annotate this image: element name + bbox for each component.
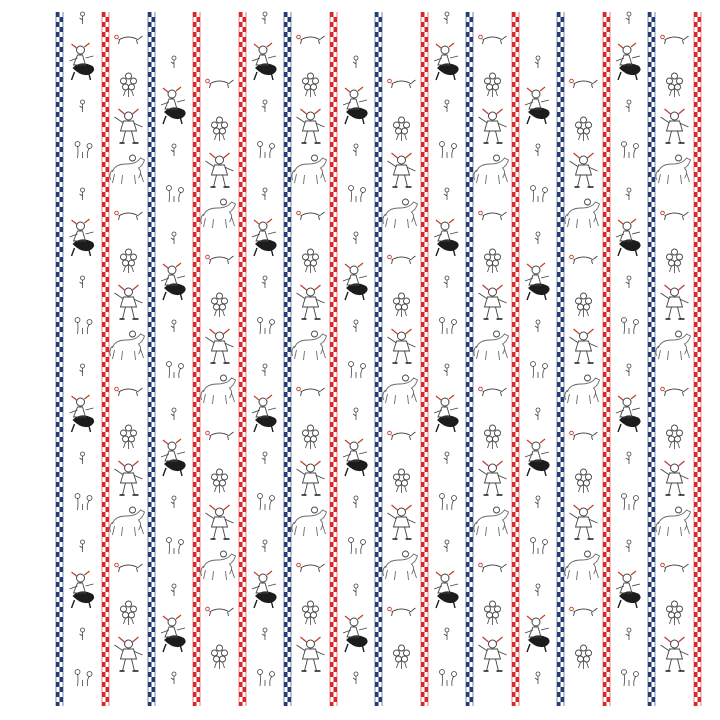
small-flower: [80, 100, 85, 112]
horse-motif: [383, 375, 418, 404]
horse-motif: [201, 199, 236, 228]
checker-stripe: [648, 12, 655, 706]
girl-on-horse: [70, 395, 95, 432]
dog-motif: [115, 211, 143, 220]
small-flower: [171, 408, 176, 420]
small-flower: [262, 628, 267, 640]
flower-bouquet: [121, 601, 137, 625]
horse-motif: [292, 331, 327, 360]
dog-motif: [479, 211, 507, 220]
small-flower: [444, 188, 449, 200]
dog-motif: [297, 387, 325, 396]
flowers-motif: [440, 142, 457, 159]
girl-standing: [115, 109, 143, 143]
flower-bouquet: [303, 73, 319, 97]
horse-motif: [565, 551, 600, 580]
small-flower: [80, 364, 85, 376]
horse-motif: [565, 375, 600, 404]
checker-stripe: [193, 12, 200, 706]
flowers-motif: [440, 494, 457, 511]
girl-standing: [115, 637, 143, 671]
girl-standing: [570, 153, 598, 187]
small-flower: [171, 584, 176, 596]
girl-standing: [570, 505, 598, 539]
flowers-motif: [440, 318, 457, 335]
dog-motif: [388, 79, 416, 88]
flower-bouquet: [212, 293, 228, 317]
flowers-motif: [440, 670, 457, 687]
small-flower: [626, 628, 631, 640]
girl-on-horse: [616, 219, 641, 256]
small-flower: [444, 364, 449, 376]
horse-motif: [565, 199, 600, 228]
flower-bouquet: [212, 117, 228, 141]
girl-on-horse: [252, 571, 277, 608]
dog-motif: [388, 607, 416, 616]
flowers-motif: [75, 670, 92, 687]
checker-stripe: [284, 12, 291, 706]
small-flower: [262, 276, 267, 288]
small-flower: [353, 496, 358, 508]
small-flower: [626, 12, 631, 24]
girl-standing: [479, 109, 507, 143]
girl-standing: [479, 461, 507, 495]
girl-on-horse: [434, 219, 459, 256]
flower-bouquet: [212, 645, 228, 669]
dog-motif: [388, 431, 416, 440]
dog-motif: [206, 607, 234, 616]
girl-standing: [479, 637, 507, 671]
flower-bouquet: [576, 469, 592, 493]
girl-on-horse: [161, 263, 186, 300]
small-flower: [444, 628, 449, 640]
flower-bouquet: [121, 73, 137, 97]
dog-motif: [661, 35, 689, 44]
flower-bouquet: [576, 645, 592, 669]
flower-bouquet: [485, 601, 501, 625]
flower-bouquet: [485, 249, 501, 273]
girl-on-horse: [252, 219, 277, 256]
girl-standing: [206, 153, 234, 187]
small-flower: [626, 100, 631, 112]
girl-standing: [206, 505, 234, 539]
girl-on-horse: [161, 615, 186, 652]
girl-on-horse: [616, 395, 641, 432]
flowers-motif: [167, 186, 184, 203]
dog-motif: [661, 211, 689, 220]
girl-on-horse: [434, 395, 459, 432]
small-flower: [171, 320, 176, 332]
checker-stripe: [330, 12, 337, 706]
girl-on-horse: [70, 43, 95, 80]
dog-motif: [115, 35, 143, 44]
horse-motif: [474, 507, 509, 536]
small-flower: [353, 144, 358, 156]
girl-standing: [115, 461, 143, 495]
dog-motif: [661, 387, 689, 396]
small-flower: [535, 672, 540, 684]
flower-bouquet: [303, 425, 319, 449]
small-flower: [444, 540, 449, 552]
small-flower: [80, 276, 85, 288]
girl-on-horse: [434, 571, 459, 608]
girl-standing: [388, 153, 416, 187]
small-flower: [80, 12, 85, 24]
small-flower: [444, 100, 449, 112]
small-flower: [80, 188, 85, 200]
small-flower: [535, 408, 540, 420]
dog-motif: [297, 211, 325, 220]
small-flower: [262, 540, 267, 552]
horse-motif: [474, 155, 509, 184]
girl-on-horse: [161, 439, 186, 476]
small-flower: [444, 276, 449, 288]
girl-standing: [570, 329, 598, 363]
flowers-motif: [622, 670, 639, 687]
dog-motif: [297, 563, 325, 572]
horse-motif: [110, 331, 145, 360]
flowers-motif: [349, 186, 366, 203]
small-flower: [353, 232, 358, 244]
girl-standing: [479, 285, 507, 319]
flowers-motif: [349, 362, 366, 379]
flower-bouquet: [303, 601, 319, 625]
checker-stripe: [694, 12, 701, 706]
flower-bouquet: [212, 469, 228, 493]
girl-on-horse: [525, 439, 550, 476]
dog-motif: [206, 431, 234, 440]
flowers-motif: [167, 538, 184, 555]
small-flower: [80, 628, 85, 640]
girl-standing: [297, 285, 325, 319]
flowers-motif: [75, 494, 92, 511]
checker-stripe: [512, 12, 519, 706]
flowers-motif: [258, 318, 275, 335]
horse-motif: [383, 199, 418, 228]
girl-standing: [388, 329, 416, 363]
small-flower: [444, 12, 449, 24]
horse-motif: [292, 507, 327, 536]
small-flower: [535, 144, 540, 156]
dog-motif: [570, 255, 598, 264]
flower-bouquet: [394, 645, 410, 669]
flowers-motif: [75, 142, 92, 159]
dog-motif: [297, 35, 325, 44]
flower-bouquet: [576, 117, 592, 141]
girl-standing: [206, 329, 234, 363]
flower-bouquet: [576, 293, 592, 317]
horse-motif: [656, 507, 691, 536]
flowers-motif: [622, 494, 639, 511]
dog-motif: [206, 255, 234, 264]
flower-bouquet: [667, 425, 683, 449]
small-flower: [353, 408, 358, 420]
small-flower: [171, 232, 176, 244]
girl-on-horse: [343, 87, 368, 124]
girl-standing: [297, 637, 325, 671]
dog-motif: [570, 607, 598, 616]
small-flower: [262, 12, 267, 24]
girl-standing: [661, 109, 689, 143]
small-flower: [171, 56, 176, 68]
flowers-motif: [75, 318, 92, 335]
girl-on-horse: [343, 439, 368, 476]
flowers-motif: [622, 142, 639, 159]
girl-on-horse: [252, 395, 277, 432]
dog-motif: [115, 563, 143, 572]
girl-on-horse: [343, 615, 368, 652]
small-flower: [535, 320, 540, 332]
girl-standing: [297, 461, 325, 495]
girl-on-horse: [252, 43, 277, 80]
dog-motif: [570, 79, 598, 88]
dog-motif: [479, 387, 507, 396]
dog-motif: [570, 431, 598, 440]
girl-standing: [661, 285, 689, 319]
dog-motif: [479, 35, 507, 44]
small-flower: [353, 320, 358, 332]
dog-motif: [388, 255, 416, 264]
horse-motif: [110, 155, 145, 184]
flowers-motif: [258, 142, 275, 159]
horse-motif: [201, 551, 236, 580]
girl-on-horse: [525, 87, 550, 124]
dog-motif: [479, 563, 507, 572]
small-flower: [626, 364, 631, 376]
small-flower: [171, 672, 176, 684]
checker-stripe: [148, 12, 155, 706]
flower-bouquet: [667, 73, 683, 97]
girl-standing: [661, 637, 689, 671]
checker-stripe: [375, 12, 382, 706]
girl-standing: [115, 285, 143, 319]
small-flower: [535, 584, 540, 596]
small-flower: [262, 100, 267, 112]
girl-on-horse: [70, 219, 95, 256]
small-flower: [262, 364, 267, 376]
checker-stripe: [239, 12, 246, 706]
small-flower: [353, 56, 358, 68]
small-flower: [353, 672, 358, 684]
small-flower: [626, 188, 631, 200]
dog-motif: [206, 79, 234, 88]
girl-standing: [297, 109, 325, 143]
girl-standing: [661, 461, 689, 495]
checker-stripe: [56, 12, 63, 706]
small-flower: [535, 496, 540, 508]
flower-bouquet: [394, 293, 410, 317]
horse-motif: [292, 155, 327, 184]
girl-on-horse: [343, 263, 368, 300]
flowers-motif: [531, 538, 548, 555]
girl-on-horse: [161, 87, 186, 124]
small-flower: [626, 452, 631, 464]
flower-bouquet: [667, 249, 683, 273]
dog-motif: [115, 387, 143, 396]
flowers-motif: [167, 362, 184, 379]
small-flower: [80, 540, 85, 552]
horse-motif: [474, 331, 509, 360]
flower-bouquet: [485, 425, 501, 449]
small-flower: [535, 56, 540, 68]
flower-bouquet: [303, 249, 319, 273]
small-flower: [171, 144, 176, 156]
horse-motif: [383, 551, 418, 580]
girl-standing: [388, 505, 416, 539]
dog-motif: [661, 563, 689, 572]
checker-stripe: [421, 12, 428, 706]
horse-motif: [110, 507, 145, 536]
girl-on-horse: [616, 571, 641, 608]
small-flower: [626, 540, 631, 552]
flower-bouquet: [121, 249, 137, 273]
flower-bouquet: [394, 117, 410, 141]
flowers-motif: [531, 362, 548, 379]
checker-stripe: [603, 12, 610, 706]
flower-bouquet: [394, 469, 410, 493]
checker-stripe: [557, 12, 564, 706]
horse-motif: [656, 331, 691, 360]
flowers-motif: [531, 186, 548, 203]
small-flower: [444, 452, 449, 464]
horse-motif: [201, 375, 236, 404]
girl-on-horse: [525, 263, 550, 300]
checker-stripe: [466, 12, 473, 706]
flower-bouquet: [667, 601, 683, 625]
flowers-motif: [258, 670, 275, 687]
girl-on-horse: [616, 43, 641, 80]
small-flower: [626, 276, 631, 288]
small-flower: [262, 188, 267, 200]
horse-motif: [656, 155, 691, 184]
girl-on-horse: [525, 615, 550, 652]
flower-bouquet: [485, 73, 501, 97]
flowers-motif: [349, 538, 366, 555]
checker-stripe: [102, 12, 109, 706]
girl-on-horse: [70, 571, 95, 608]
flower-bouquet: [121, 425, 137, 449]
flowers-motif: [622, 318, 639, 335]
small-flower: [535, 232, 540, 244]
small-flower: [262, 452, 267, 464]
small-flower: [353, 584, 358, 596]
small-flower: [80, 452, 85, 464]
flowers-motif: [258, 494, 275, 511]
small-flower: [171, 496, 176, 508]
girl-on-horse: [434, 43, 459, 80]
checkered-stripes: [56, 12, 701, 706]
